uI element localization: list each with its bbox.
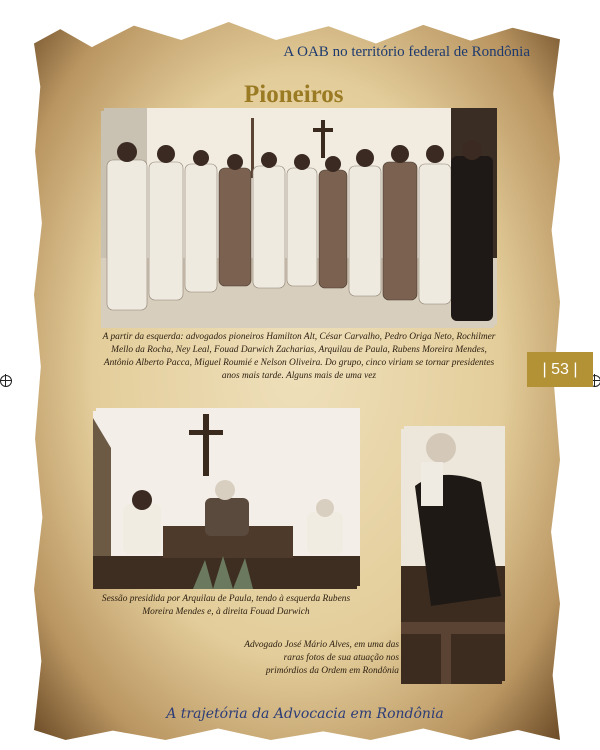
lawyer-photo-image (401, 426, 505, 684)
group-photo-caption: A partir da esquerda: advogados pioneiros Hamilton Alt, César Carvalho, Pedro Origa Neto, Rochilmer Mello da Rocha, Ney Leal, Fouad Darwich Zacharias, Arquilau de Paula, Rubens Moreira Mendes, Antônio Alberto Pacca, Miguel Roumié e Nelson Oliveira. Do grupo, cinco viriam se tornar presidentes anos mais tarde. Alguns mais de uma vez (102, 332, 496, 381)
registration-mark-left (0, 375, 12, 387)
session-photo-image (93, 408, 360, 589)
section-title: Pioneiros (244, 81, 344, 108)
session-photo (93, 408, 360, 589)
group-photo (101, 108, 497, 328)
lawyer-photo (401, 426, 505, 684)
group-photo-image (101, 108, 497, 328)
session-photo-caption: Sessão presidida por Arquilau de Paula, tendo à esquerda Rubens Moreira Mendes e, à direita Fouad Darwich (101, 594, 351, 617)
lawyer-photo-caption: Advogado José Mário Alves, em uma das raras fotos de sua atuação nos primórdios da Ordem em Rondônia (244, 640, 399, 676)
page-header-title: A OAB no território federal de Rondônia (283, 44, 530, 60)
page-number-tab: | 53 | (527, 352, 593, 387)
footer-title: A trajetória da Advocacia em Rondônia (166, 706, 444, 722)
